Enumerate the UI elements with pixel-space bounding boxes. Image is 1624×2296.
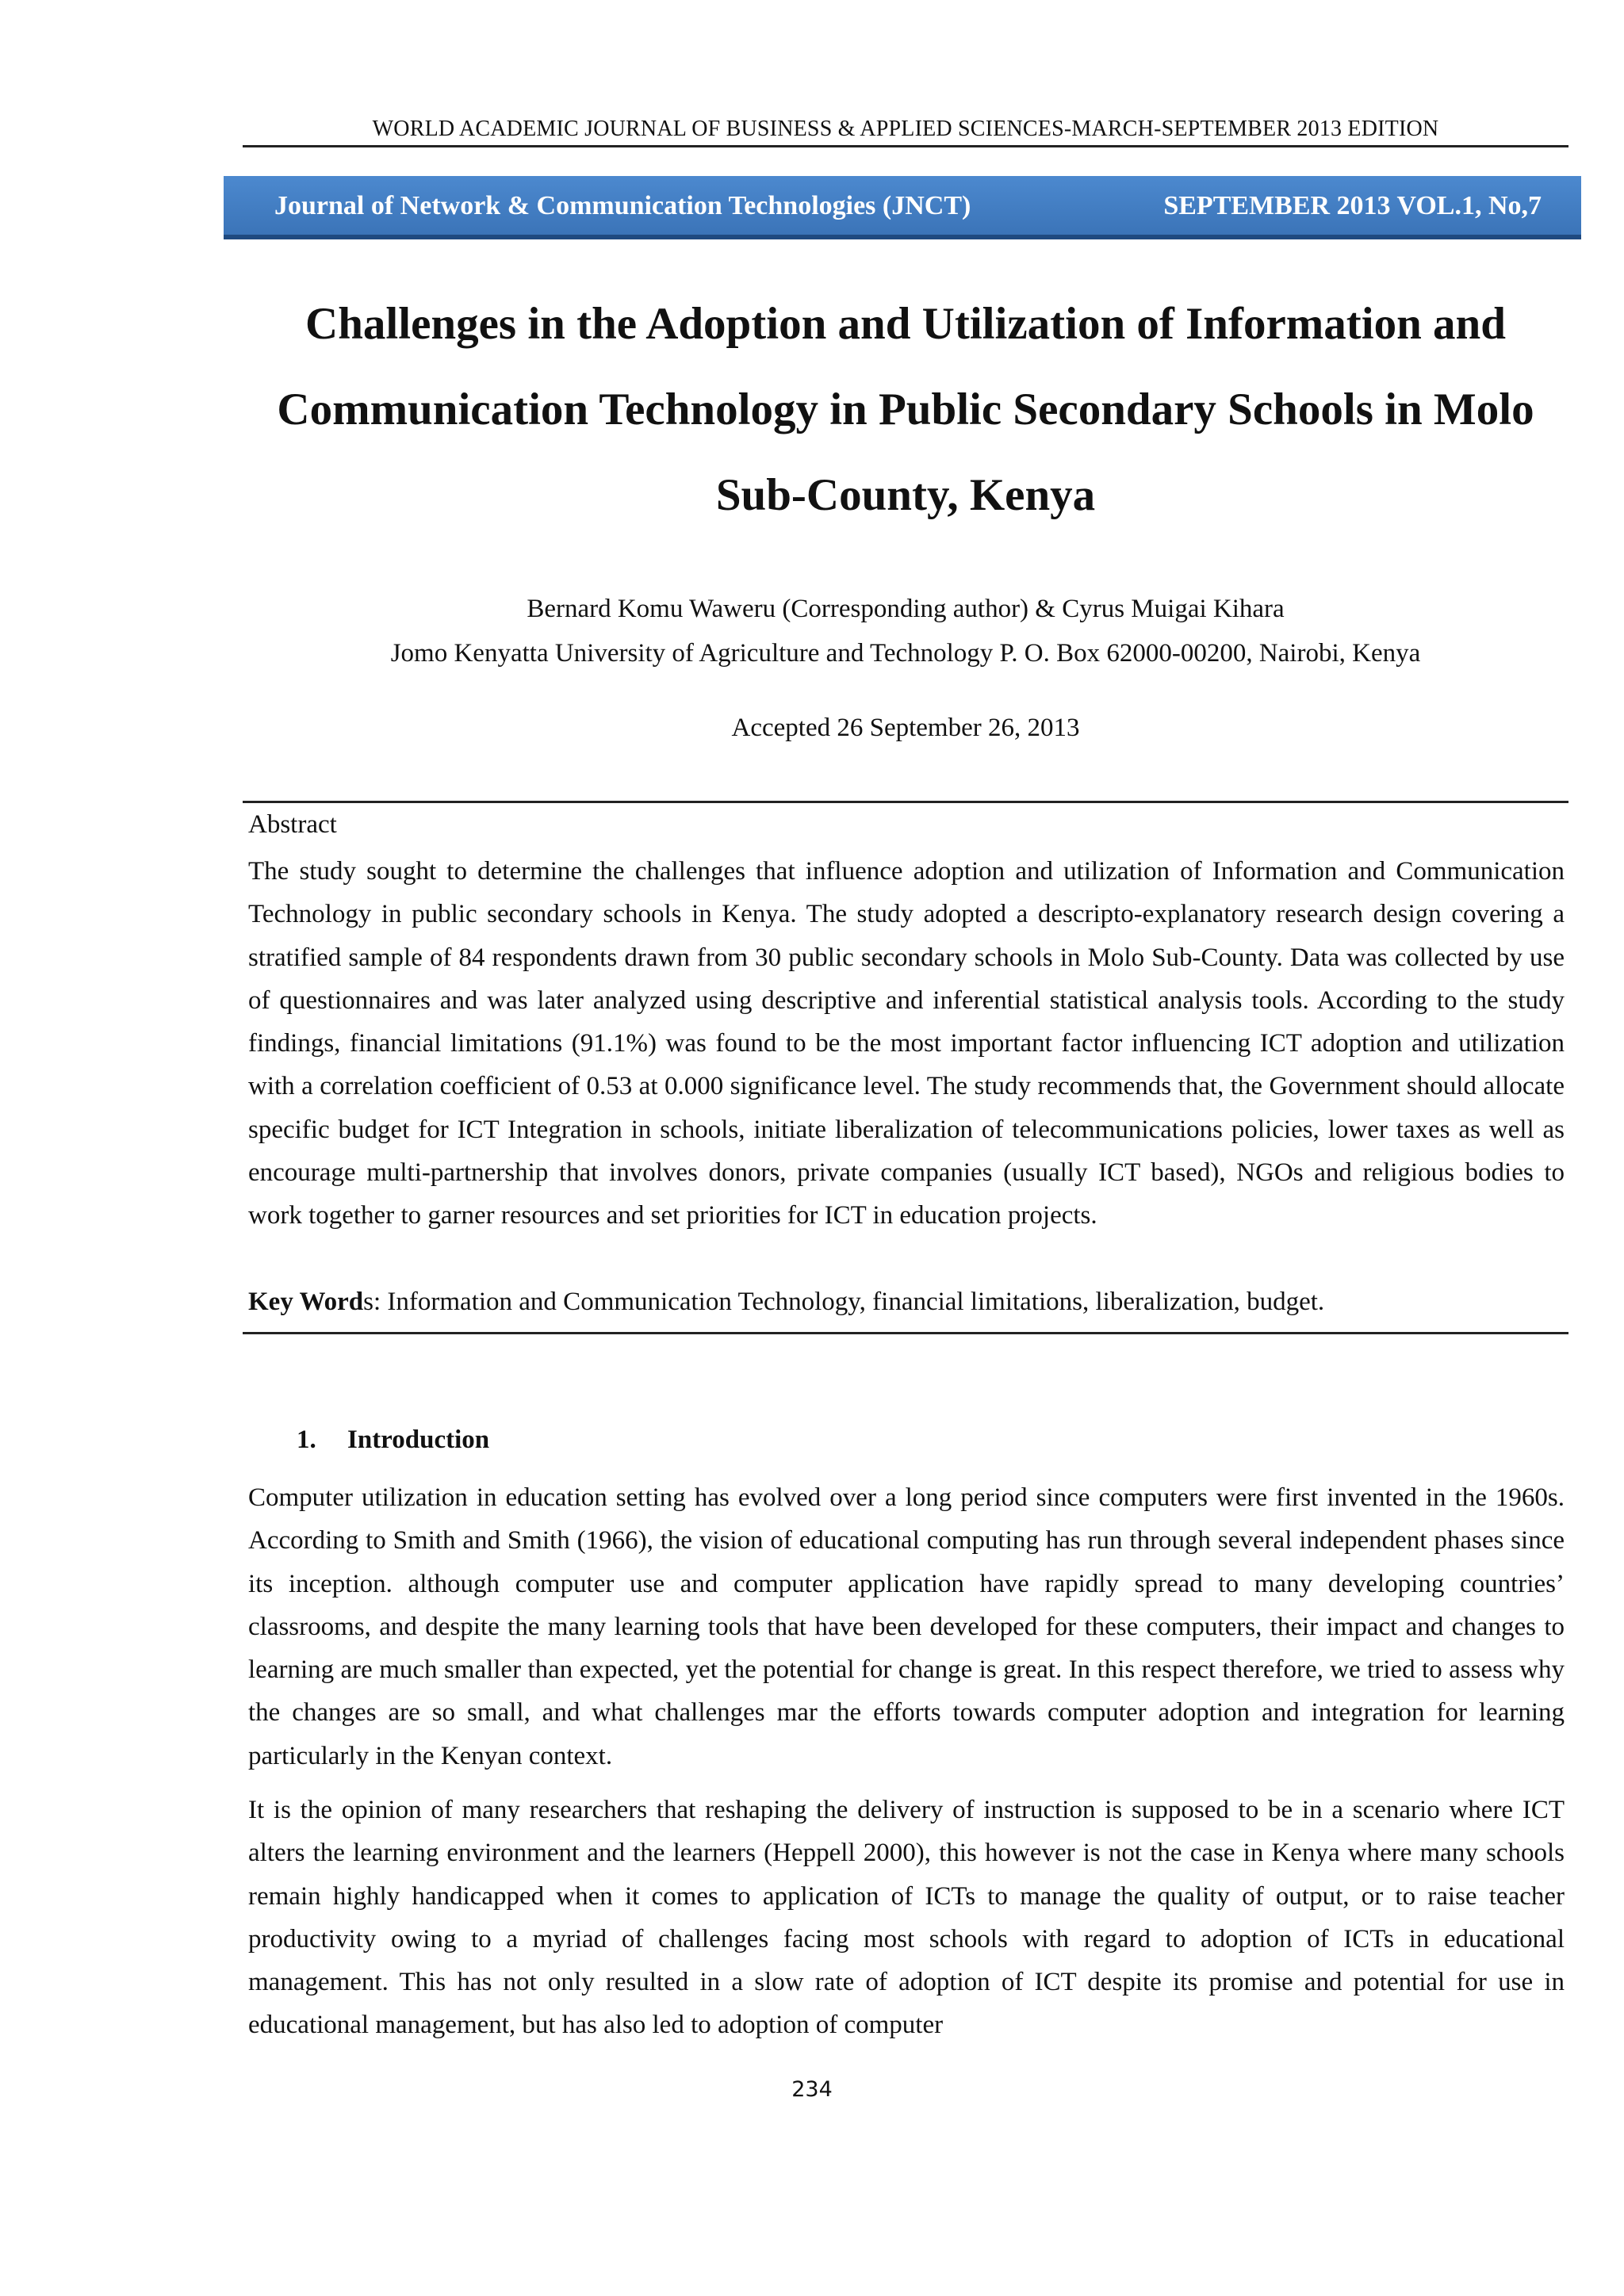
authors: Bernard Komu Waweru (Corresponding author) & Cyrus Muigai Kihara [527, 595, 1285, 623]
keywords-label-suffix: s [363, 1288, 373, 1316]
page-number: 234 [791, 2077, 833, 2102]
keywords-label: Key Word [248, 1288, 364, 1316]
section-number: 1. [297, 1425, 316, 1454]
section-title: Introduction [347, 1425, 490, 1454]
title-line: Challenges in the Adoption and Utilization of Information and [305, 299, 1506, 349]
running-head: WORLD ACADEMIC JOURNAL OF BUSINESS & APPLIED SCIENCES-MARCH-SEPTEMBER 2013 EDITION [372, 117, 1439, 141]
header-rule [243, 145, 1568, 147]
author-block [243, 587, 1568, 675]
abstract-bottom-rule [243, 1332, 1568, 1334]
journal-banner [224, 176, 1581, 235]
body-paragraph: It is the opinion of many researchers that reshaping the delivery of instruction is supposed to be in a scenario where ICT alters the learning environment and the learners (Heppell 2000), this however is not the case in Kenya where many schools remain highly handicapped when it comes to application of ICTs to manage the quality of output, or to raise teacher productivity owing to a myriad of challenges facing most schools with regard to adoption of ICTs in educational management. This has not only resulted in a slow rate of adoption of ICT despite its promise and potential for use in educational management, but has also led to adoption of computer [248, 1796, 1565, 2040]
paper-title [243, 281, 1568, 538]
keywords-text: : Information and Communication Technology, financial limitations, liberalization, budget. [373, 1288, 1325, 1316]
title-line: Communication Technology in Public Secondary Schools in Molo [277, 385, 1534, 434]
title-line: Sub-County, Kenya [715, 470, 1096, 520]
abstract-heading: Abstract [248, 810, 337, 839]
abstract-top-rule [243, 801, 1568, 803]
body-paragraph: Computer utilization in education setting has evolved over a long period since computers were first invented in the 1960s. According to Smith and Smith (1966), the vision of educational computing has run through several independent phases since its inception. although computer use and computer application have rapidly spread to many developing countries’ classrooms, and despite the many learning tools that have been developed for these computers, their impact and changes to learning are much smaller than expected, yet the potential for change is great. In this respect therefore, we tried to assess why the changes are so small, and what challenges mar the efforts towards computer adoption and integration for learning particularly in the Kenyan context. [248, 1483, 1565, 1770]
affiliation: Jomo Kenyatta University of Agriculture and Technology P. O. Box 62000-00200, Nairobi, Kenya [390, 639, 1421, 668]
keywords [248, 1288, 1565, 1317]
journal-name: Journal of Network & Communication Technologies (JNCT) [274, 191, 971, 220]
abstract-text: The study sought to determine the challenges that influence adoption and utilization of Information and Communication Technology in public secondary schools in Kenya. The study adopted a descripto-explanatory research design covering a stratified sample of 84 respondents drawn from 30 public secondary schools in Molo Sub-County. Data was collected by use of questionnaires and was later analyzed using descriptive and inferential statistical analysis tools. According to the study findings, financial limitations (91.1%) was found to be the most important factor influencing ICT adoption and utilization with a correlation coefficient of 0.53 at 0.000 significance level. The study recommends that, the Government should allocate specific budget for ICT Integration in schools, initiate liberalization of telecommunications policies, lower taxes as well as encourage multi-partnership that involves donors, private companies (usually ICT based), NGOs and religious bodies to work together to garner resources and set priorities for ICT in education projects. [248, 857, 1565, 1230]
section-heading [297, 1425, 489, 1455]
journal-issue: SEPTEMBER 2013 VOL.1, No,7 [1163, 191, 1542, 220]
accepted-date: Accepted 26 September 26, 2013 [731, 714, 1080, 742]
